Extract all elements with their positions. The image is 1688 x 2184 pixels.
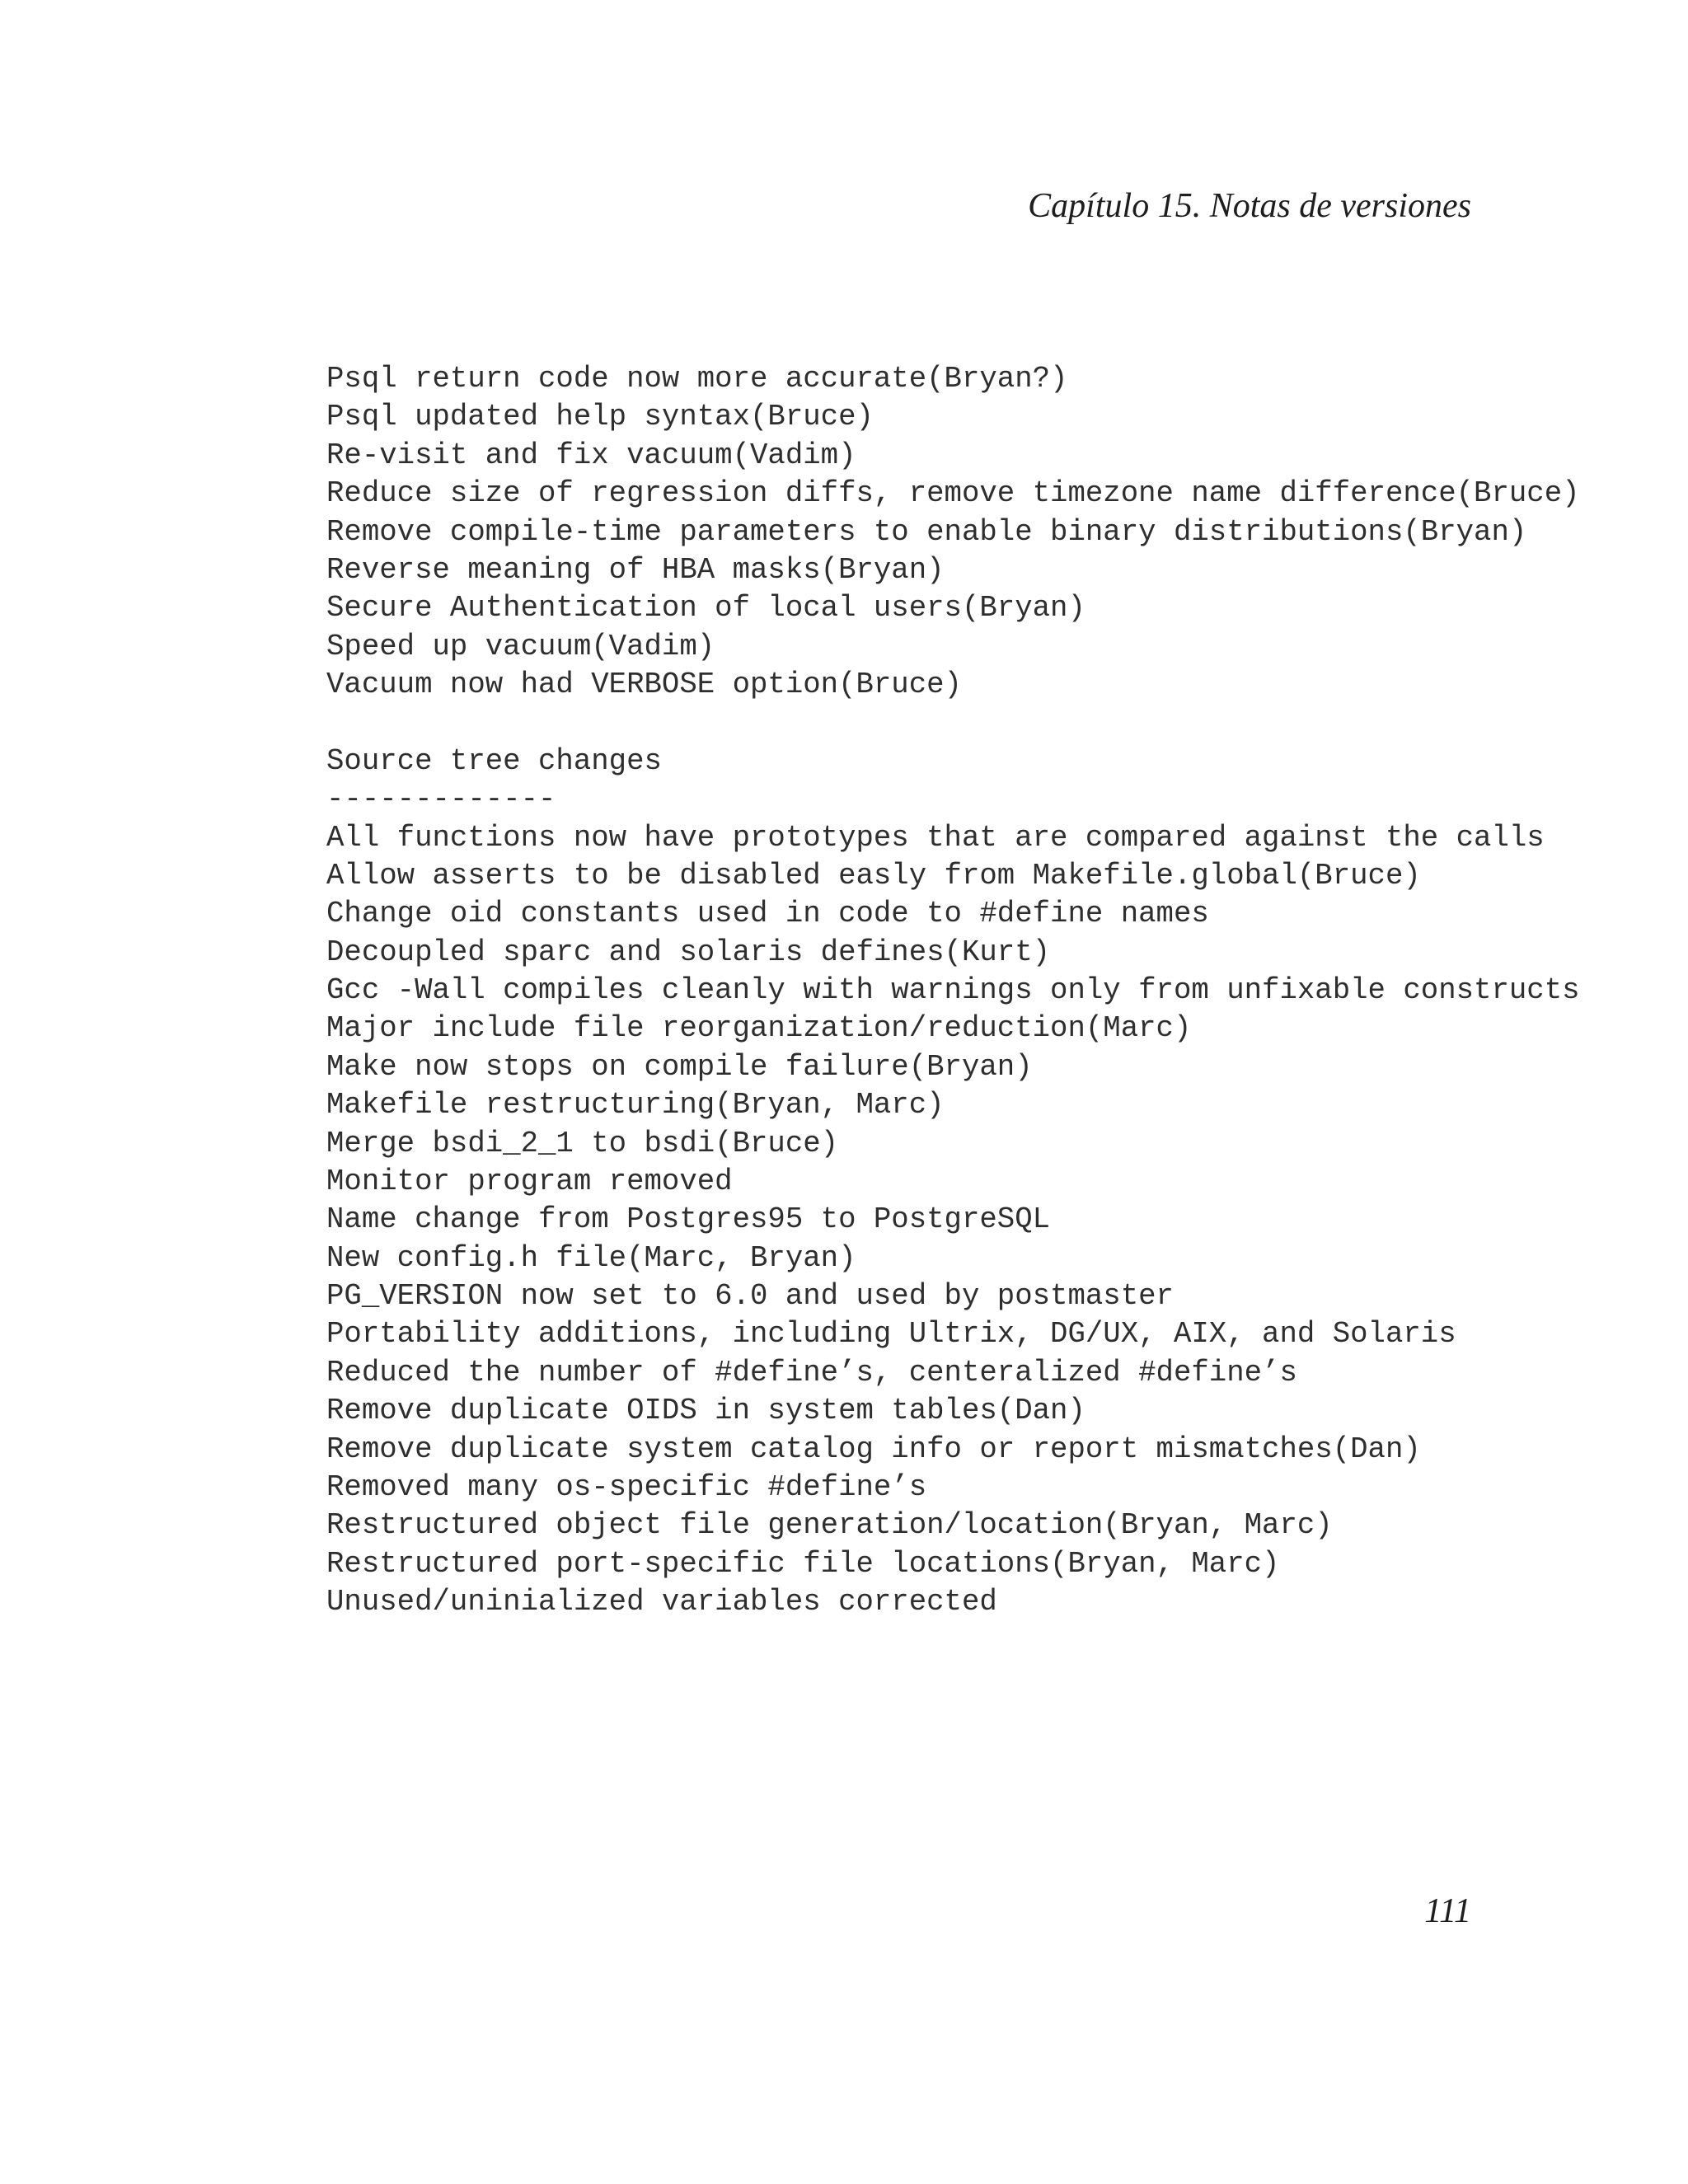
listing-line: Psql updated help syntax(Bruce) bbox=[326, 400, 874, 434]
listing-line: Restructured object file generation/location(Bryan, Marc) bbox=[326, 1508, 1333, 1543]
listing-line: Merge bsdi_2_1 to bsdi(Bruce) bbox=[326, 1126, 839, 1160]
listing-line: PG_VERSION now set to 6.0 and used by postmaster bbox=[326, 1279, 1174, 1313]
listing-line: Re-visit and fix vacuum(Vadim) bbox=[326, 438, 856, 472]
listing-line: Name change from Postgres95 to PostgreSQL bbox=[326, 1202, 1051, 1237]
listing-line: Makefile restructuring(Bryan, Marc) bbox=[326, 1088, 945, 1122]
listing-line: Vacuum now had VERBOSE option(Bruce) bbox=[326, 668, 962, 701]
listing-line: Change oid constants used in code to #define names bbox=[326, 897, 1209, 931]
blank-line bbox=[326, 704, 1580, 742]
listing-line: Allow asserts to be disabled easly from Makefile.global(Bruce) bbox=[326, 858, 1421, 893]
listing-line: Restructured port-specific file locations(Bryan, Marc) bbox=[326, 1546, 1280, 1581]
listing-line: Major include file reorganization/reduction(Marc) bbox=[326, 1011, 1192, 1046]
listing-line: Remove duplicate OIDS in system tables(Dan) bbox=[326, 1394, 1085, 1428]
listing-line: Removed many os-specific #define’s bbox=[326, 1469, 927, 1504]
listing-line: Reduced the number of #define’s, centeralized #define’s bbox=[326, 1355, 1297, 1390]
listing-line: Psql return code now more accurate(Bryan?) bbox=[326, 362, 1068, 396]
section-heading-underline: ------------- bbox=[326, 782, 556, 817]
listing-line: Make now stops on compile failure(Bryan) bbox=[326, 1049, 1033, 1084]
listing-line: Reverse meaning of HBA masks(Bryan) bbox=[326, 552, 945, 587]
listing-line: Reduce size of regression diffs, remove timezone name difference(Bruce) bbox=[326, 476, 1580, 511]
listing-line: Remove duplicate system catalog info or report mismatches(Dan) bbox=[326, 1432, 1421, 1466]
listing-line: New config.h file(Marc, Bryan) bbox=[326, 1240, 856, 1275]
listing-line: Speed up vacuum(Vadim) bbox=[326, 629, 715, 663]
section-heading-source-tree-changes: Source tree changes bbox=[326, 743, 662, 778]
listing-line: Secure Authentication of local users(Bryan) bbox=[326, 591, 1085, 626]
listing-line: Portability additions, including Ultrix, DG/UX, AIX, and Solaris bbox=[326, 1317, 1456, 1352]
listing-line: Decoupled sparc and solaris defines(Kurt) bbox=[326, 935, 1051, 969]
running-header-chapter-title: Capítulo 15. Notas de versiones bbox=[1028, 187, 1471, 225]
release-notes-listing bbox=[326, 360, 1580, 1621]
listing-line: Unused/uninialized variables corrected bbox=[326, 1585, 997, 1619]
listing-line: Gcc -Wall compiles cleanly with warnings only from unfixable constructs bbox=[326, 973, 1580, 1007]
listing-line: All functions now have prototypes that are compared against the calls bbox=[326, 820, 1545, 855]
listing-line: Monitor program removed bbox=[326, 1164, 733, 1198]
listing-line: Remove compile-time parameters to enable binary distributions(Bryan) bbox=[326, 514, 1527, 549]
page-number: 111 bbox=[1424, 1892, 1471, 1930]
